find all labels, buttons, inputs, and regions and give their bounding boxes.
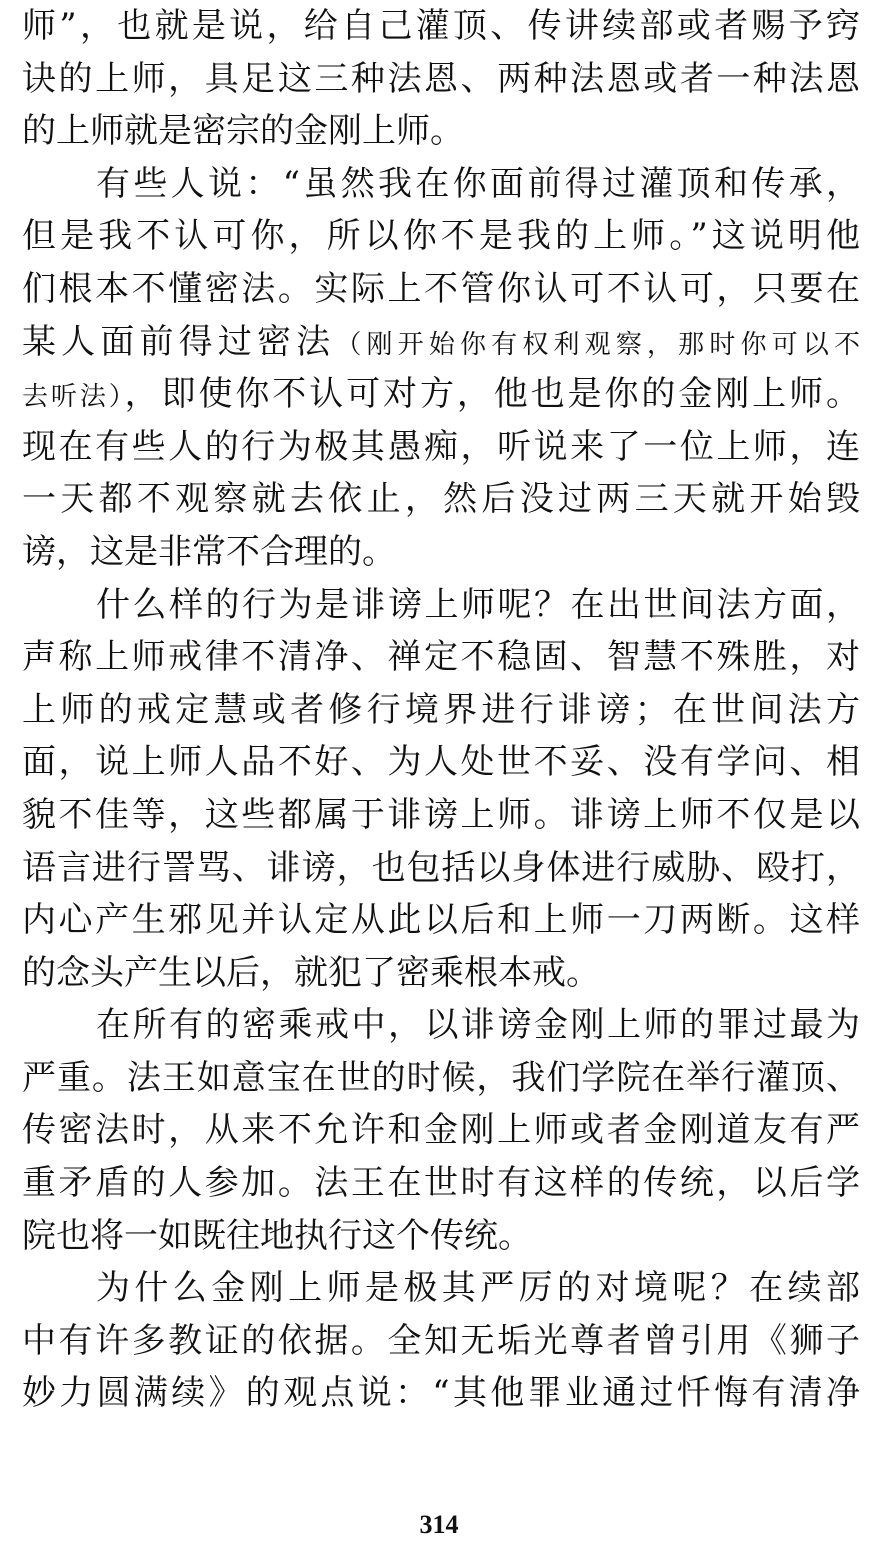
text-line: 什么样的行为是诽谤上师呢？在出世间法方面， (96, 584, 860, 625)
text-line: 谤，这是非常不合理的。 (22, 531, 396, 572)
text-line: 妙力圆满续》的观点说：“其他罪业通过忏悔有清净 (22, 1373, 860, 1414)
text-line: 师”，也就是说，给自己灌顶、传讲续部或者赐予窍 (22, 6, 860, 46)
text-line: 传密法时，从来不允许和金刚上师或者金刚道友有严 (22, 1110, 860, 1151)
text-line: 的念头产生以后，就犯了密乘根本戒。 (22, 952, 600, 993)
text-line: 现在有些人的行为极其愚痴，听说来了一位上师，连 (22, 426, 860, 467)
parenthetical-note: 去听法） (22, 382, 125, 413)
text-line: 重矛盾的人参加。法王在世时有这样的传统，以后学 (22, 1163, 860, 1204)
text-line: 在所有的密乘戒中，以诽谤金刚上师的罪过最为 (96, 1005, 860, 1046)
text-line: 诀的上师，具足这三种法恩、两种法恩或者一种法恩 (22, 58, 860, 99)
text-line: 中有许多教证的依据。全知无垢光尊者曾引用《狮子 (22, 1320, 860, 1361)
text-line: 有些人说：“虽然我在你面前得过灌顶和传承， (96, 163, 860, 204)
text-line-with-note (22, 368, 860, 421)
parenthetical-note: （刚开始你有权利观察，那时你可以不 (335, 329, 860, 360)
text-line: 貌不佳等，这些都属于诽谤上师。诽谤上师不仅是以 (22, 794, 860, 835)
text-line: 院也将一如既往地执行这个传统。 (22, 1215, 532, 1256)
text-line: 内心产生邪见并认定从此以后和上师一刀两断。这样 (22, 900, 860, 941)
text-line: 但是我不认可你，所以你不是我的上师。”这说明他 (22, 216, 860, 257)
text-line: 上师的戒定慧或者修行境界进行诽谤；在世间法方 (22, 689, 860, 730)
body-text (22, 0, 860, 1420)
main-text: ，即使你不认可对方，他也是你的金刚上师。 (124, 374, 860, 415)
text-line: 们根本不懂密法。实际上不管你认可不认可，只要在 (22, 268, 860, 309)
main-text: 某人面前得过密法 (22, 321, 336, 362)
text-line: 为什么金刚上师是极其严厉的对境呢？在续部 (96, 1268, 860, 1309)
page-number: 314 (419, 1510, 459, 1539)
text-line-with-note (22, 316, 860, 369)
text-line: 严重。法王如意宝在世的时候，我们学院在举行灌顶、 (22, 1057, 860, 1098)
text-line: 语言进行詈骂、诽谤，也包括以身体进行威胁、殴打， (22, 847, 860, 888)
text-line: 声称上师戒律不清净、禅定不稳固、智慧不殊胜，对 (22, 637, 860, 678)
text-line: 的上师就是密宗的金刚上师。 (22, 111, 464, 152)
text-line: 一天都不观察就去依止，然后没过两三天就开始毁 (22, 479, 860, 520)
text-line: 面，说上师人品不好、为人处世不妥、没有学问、相 (22, 742, 860, 783)
